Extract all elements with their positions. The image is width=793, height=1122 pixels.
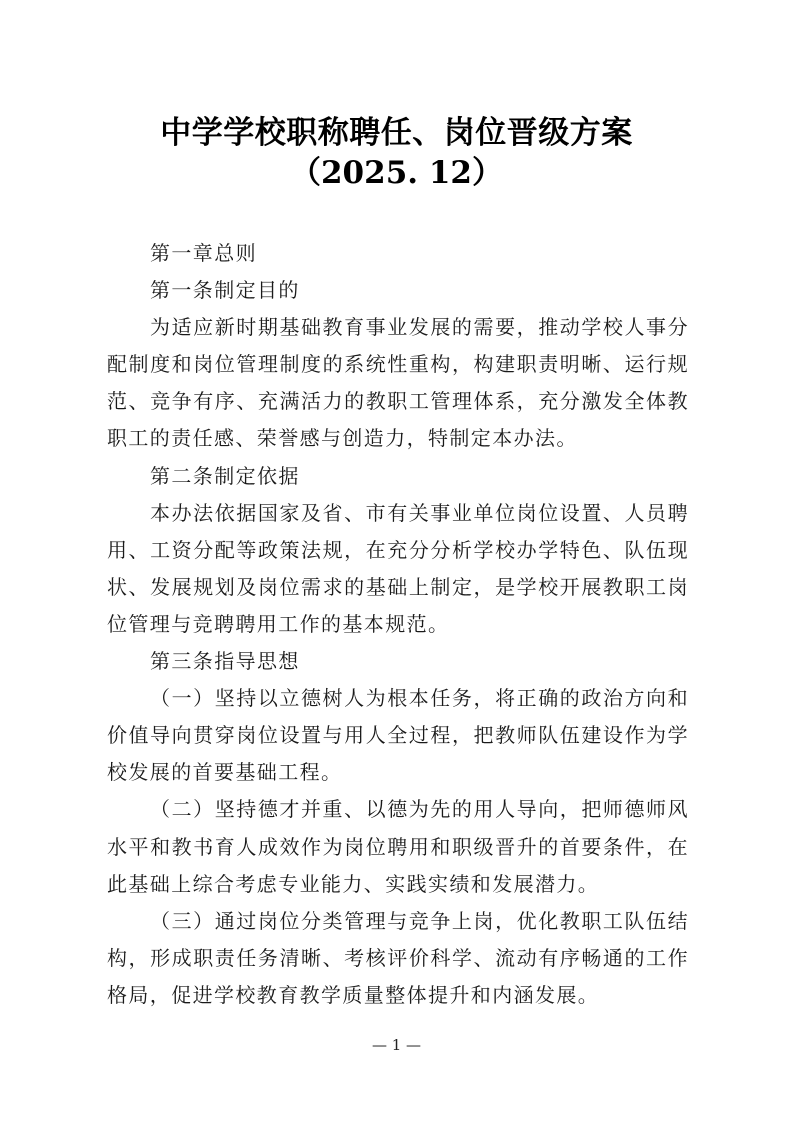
article-heading: 第一条制定目的 (150, 278, 300, 303)
article-heading: 第二条制定依据 (150, 463, 300, 488)
chapter-heading: 第一章总则 (150, 241, 257, 265)
document-body (107, 235, 689, 1014)
paragraph: 为适应新时期基础教育事业发展的需要，推动学校人事分配制度和岗位管理制度的系统性重构，构建职责明晰、运行规范、竞争有序、充满活力的教职工管理体系，充分激发全体教职工的责任感、荣誉感与创造力，特制定本办法。 (107, 315, 689, 451)
document-title: 中学学校职称聘任、岗位晋级方案 (160, 115, 633, 151)
document-date: （2025. 12） (289, 155, 503, 191)
article-heading: 第三条指导思想 (150, 649, 300, 674)
paragraph: （二）坚持德才并重、以德为先的用人导向，把师德师风水平和教书育人成效作为岗位聘用和职级晋升的首要条件，在此基础上综合考虑专业能力、实践实绩和发展潜力。 (107, 797, 689, 896)
paragraph: （一）坚持以立德树人为根本任务，将正确的政治方向和价值导向贯穿岗位设置与用人全过程，把教师队伍建设作为学校发展的首要基础工程。 (107, 686, 689, 785)
paragraph: （三）通过岗位分类管理与竞争上岗，优化教职工队伍结构，形成职责任务清晰、考核评价科学、流动有序畅通的工作格局，促进学校教育教学质量整体提升和内涵发展。 (107, 908, 689, 1007)
page-number: — 1 — (371, 1036, 422, 1054)
paragraph: 本办法依据国家及省、市有关事业单位岗位设置、人员聘用、工资分配等政策法规，在充分分析学校办学特色、队伍现状、发展规划及岗位需求的基础上制定，是学校开展教职工岗位管理与竞聘聘用工作的基本规范。 (107, 500, 689, 636)
